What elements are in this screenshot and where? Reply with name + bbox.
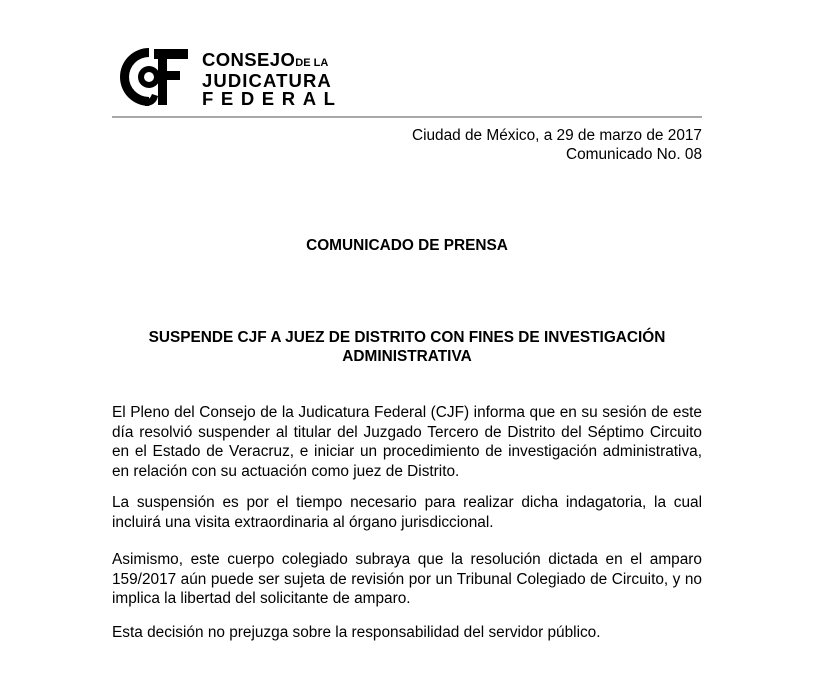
cjf-logo-icon bbox=[112, 44, 196, 110]
comunicado-number: Comunicado No. 08 bbox=[565, 146, 702, 163]
paragraph-2: La suspensión es por el tiempo necesario para realizar dicha indagatoria, la cual incluirá una visita extraordinaria al órgano jurisdiccional. bbox=[112, 494, 702, 531]
date-line: Ciudad de México, a 29 de marzo de 2017 bbox=[411, 127, 702, 144]
header-divider bbox=[112, 116, 702, 118]
document-title bbox=[112, 328, 702, 366]
logo-de-la: DE LA bbox=[295, 57, 329, 69]
logo-judicatura: JUDICATURA bbox=[202, 70, 332, 91]
logo-federal: FEDERAL bbox=[202, 88, 343, 109]
logo-consejo: CONSEJO bbox=[202, 49, 296, 70]
paragraph-4: Esta decisión no prejuzga sobre la responsabilidad del servidor público. bbox=[112, 624, 601, 641]
paragraph-3: Asimismo, este cuerpo colegiado subraya que la resolución dictada en el amparo 159/2017 aún puede ser sujeta de revisión por un Tribunal Colegiado de Circuito, y no implica la libertad del solicitante de amparo. bbox=[112, 551, 702, 607]
cjf-logo bbox=[112, 44, 352, 110]
date-block bbox=[412, 126, 702, 164]
logo-wordmark bbox=[202, 51, 343, 108]
title-line-1: SUSPENDE CJF A JUEZ DE DISTRITO CON FINES DE INVESTIGACIÓN bbox=[148, 329, 666, 346]
press-heading: COMUNICADO DE PRENSA bbox=[306, 237, 508, 254]
title-line-2: ADMINISTRATIVA bbox=[342, 348, 472, 365]
paragraph-1: El Pleno del Consejo de la Judicatura Federal (CJF) informa que en su sesión de este día resolvió suspender al titular del Juzgado Tercero de Distrito del Séptimo Circuito en el Estado de Veracruz, e iniciar un procedimiento de investigación administrativa, en relación con su actuación como juez de Distrito. bbox=[112, 404, 702, 480]
